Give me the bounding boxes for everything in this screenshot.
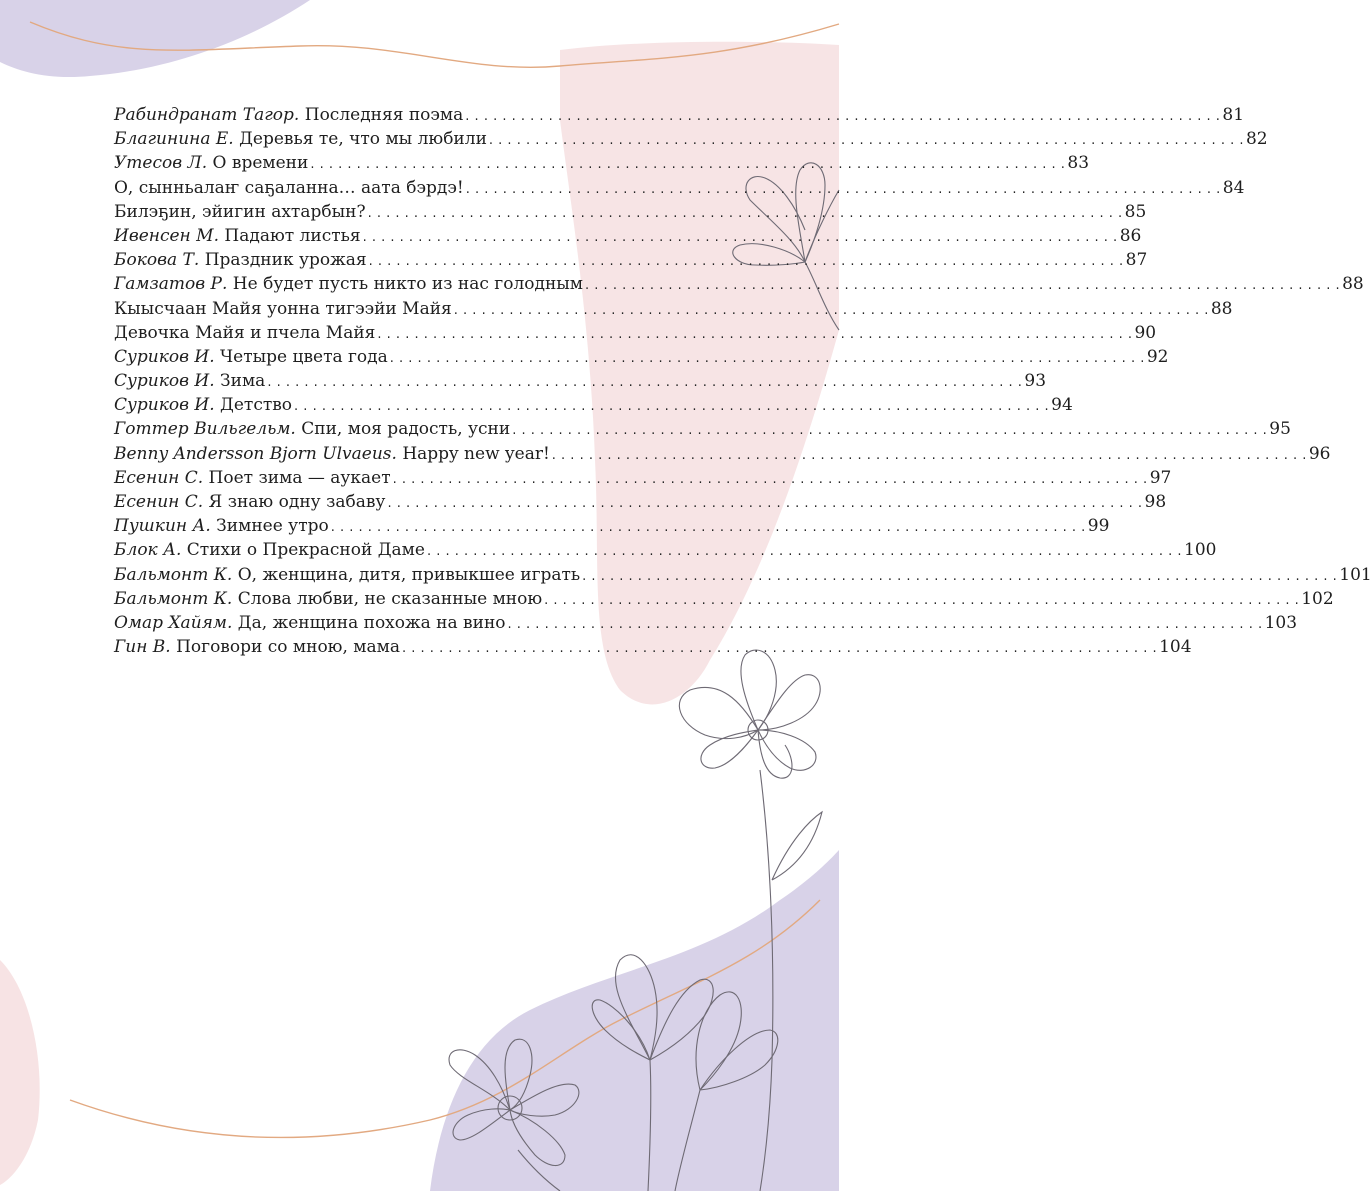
toc-page-number: 82 [1245,129,1268,150]
toc-entry[interactable] [114,272,1364,296]
toc-title: Деревья те, что мы любили [233,129,487,150]
toc-entry-text [114,442,550,466]
toc-page-number: 88 [1210,298,1233,319]
toc-entry-text [114,393,292,417]
dot-leader: . . . . . . . . . . . . . . . . . . . . . . . . . . . . . . . . . . . . . . . . . . . . . . . . . . . . . . . . . . . . . . . . . . . . . . . . . . . . . . . . . . [310,157,1066,173]
toc-entry[interactable] [114,635,1192,659]
dot-leader: . . . . . . . . . . . . . . . . . . . . . . . . . . . . . . . . . . . . . . . . . . . . . . . . . . . . . . . . . . . . . . . . . . . . . . . . . . . . . . . . . . [362,229,1118,245]
dot-leader: . . . . . . . . . . . . . . . . . . . . . . . . . . . . . . . . . . . . . . . . . . . . . . . . . . . . . . . . . . . . . . . . . . . . . . . . . . . . . . . . . . [368,254,1124,270]
toc-entry[interactable] [114,393,1073,417]
toc-author: Пушкин А. [114,516,211,537]
toc-entry-text [114,587,542,611]
toc-author: Блок А. [114,540,182,561]
toc-author: Есенин С. [114,467,204,488]
toc-entry-text [114,176,464,200]
dot-leader: . . . . . . . . . . . . . . . . . . . . . . . . . . . . . . . . . . . . . . . . . . . . . . . . . . . . . . . . . . . . . . . . . . . . . . . . . . . . . . . . . . [367,205,1123,221]
toc-title: О времени [207,153,309,174]
toc-page-number: 86 [1119,225,1142,246]
toc-entry[interactable] [114,611,1298,635]
toc-title: Поет зима — аукает [203,467,391,488]
toc-entry[interactable] [114,466,1172,490]
dot-leader: . . . . . . . . . . . . . . . . . . . . . . . . . . . . . . . . . . . . . . . . . . . . . . . . . . . . . . . . . . . . . . . . . . . . . . . . . . . . . . . . . . [465,109,1221,124]
dot-leader: . . . . . . . . . . . . . . . . . . . . . . . . . . . . . . . . . . . . . . . . . . . . . . . . . . . . . . . . . . . . . . . . . . . . . . . . . . . . . . . . . . [294,399,1050,415]
toc-author: Benny Andersson Bjorn Ulvaeus. [114,443,397,464]
dot-leader: . . . . . . . . . . . . . . . . . . . . . . . . . . . . . . . . . . . . . . . . . . . . . . . . . . . . . . . . . . . . . . . . . . . . . . . . . . . . . . . . . . [512,423,1268,439]
toc-author: Бокова Т. [114,250,200,271]
toc-title: Не будет пусть никто из нас голодным [227,274,584,295]
toc-title: Падают листья [218,225,361,246]
toc-title: Happy new year! [396,443,550,464]
toc-entry-text [114,345,388,369]
dot-leader: . . . . . . . . . . . . . . . . . . . . . . . . . . . . . . . . . . . . . . . . . . . . . . . . . . . . . . . . . . . . . . . . . . . . . . . . . . . . . . . . . . [377,326,1133,342]
toc-entry-text [114,248,367,272]
dot-leader: . . . . . . . . . . . . . . . . . . . . . . . . . . . . . . . . . . . . . . . . . . . . . . . . . . . . . . . . . . . . . . . . . . . . . . . . . . . . . . . . . . [402,641,1158,657]
lavender-blob-bottom [430,850,839,1191]
toc-page-number: 96 [1308,443,1331,464]
toc-author: Суриков И. [114,346,215,367]
toc-entry[interactable] [114,224,1142,248]
toc-title: Зимнее утро [210,516,329,537]
toc-title: Слова любви, не сказанные мною [232,588,543,609]
toc-entry-text [114,635,400,659]
toc-author: Омар Хайям. [114,612,233,633]
toc-entry[interactable] [114,442,1331,466]
toc-entry[interactable] [114,369,1047,393]
toc-entry-text [114,369,265,393]
toc-entry-text [114,200,366,224]
dot-leader: . . . . . . . . . . . . . . . . . . . . . . . . . . . . . . . . . . . . . . . . . . . . . . . . . . . . . . . . . . . . . . . . . . . . . . . . . . . . . . . . . . [426,544,1183,560]
dot-leader: . . . . . . . . . . . . . . . . . . . . . . . . . . . . . . . . . . . . . . . . . . . . . . . . . . . . . . . . . . . . . . . . . . . . . . . . . . . . . . . . . . [507,616,1263,632]
toc-author: Благинина Е. [114,129,234,150]
toc-entry[interactable] [114,321,1157,345]
toc-title: Праздник урожая [199,250,367,271]
toc-entry-text [114,611,506,635]
toc-entry-text [114,151,308,175]
toc-entry[interactable] [114,538,1217,562]
toc-entry-text [114,490,385,514]
toc-entry[interactable] [114,200,1147,224]
toc-page-number: 81 [1222,105,1245,125]
toc-page-number: 95 [1269,419,1291,440]
toc-entry[interactable] [114,417,1291,441]
toc-page-number: 93 [1024,371,1047,392]
toc-title: Спи, моя радость, усни [295,419,511,440]
toc-page-number: 100 [1184,540,1217,561]
toc-title: Зима [214,371,266,392]
toc-entry-text [114,466,391,490]
toc-title: Кыысчаан Майя уонна тигээйи Майя [114,298,452,319]
toc-title: Девочка Майя и пчела Майя [114,322,376,343]
toc-entry-text [114,538,425,562]
toc-page-number: 83 [1067,153,1090,174]
table-of-contents [114,103,1372,659]
toc-entry[interactable] [114,103,1245,127]
toc-title: Я знаю одну забаву [203,492,386,512]
toc-author: Есенин С. [114,492,204,512]
toc-title: О, сынньалаҥ саҕаланна… аата бэрдэ! [114,177,464,198]
toc-author: Суриков И. [114,395,215,416]
toc-title: Четыре цвета года [214,346,388,367]
toc-author: Готтер Вильгельм. [114,419,296,440]
toc-page-number: 84 [1222,177,1245,198]
toc-entry[interactable] [114,345,1169,369]
dot-leader: . . . . . . . . . . . . . . . . . . . . . . . . . . . . . . . . . . . . . . . . . . . . . . . . . . . . . . . . . . . . . . . . . . . . . . . . . . . . . . . . . . [267,375,1023,391]
toc-entry-text [114,417,510,441]
toc-page-number: 85 [1124,201,1147,222]
toc-entry-text [114,514,329,538]
toc-entry[interactable] [114,490,1167,514]
toc-title: Билэҕин, эйигин ахтарбын? [114,201,366,222]
toc-entry[interactable] [114,563,1372,587]
toc-author: Ивенсен М. [114,225,219,246]
toc-title: Последняя поэма [299,105,464,125]
toc-title: О, женщина, дитя, привыкшее играть [232,564,581,585]
toc-entry[interactable] [114,127,1268,151]
toc-author: Бальмонт К. [114,564,233,585]
toc-title: Поговори со мною, мама [170,637,401,658]
dot-leader: . . . . . . . . . . . . . . . . . . . . . . . . . . . . . . . . . . . . . . . . . . . . . . . . . . . . . . . . . . . . . . . . . . . . . . . . . . . . . . . . . . [551,447,1307,463]
toc-entry[interactable] [114,587,1334,611]
toc-page-number: 88 [1342,274,1364,295]
toc-title: Да, женщина похожа на вино [232,612,506,633]
toc-page-number: 103 [1264,612,1298,633]
toc-entry[interactable] [114,176,1245,200]
toc-page-number: 101 [1339,564,1372,585]
toc-title: Стихи о Прекрасной Даме [181,540,425,561]
pink-blob-bottom-left [0,960,40,1185]
toc-author: Рабиндранат Тагор. [114,105,300,125]
toc-title: Детство [214,395,293,416]
toc-page-number: 99 [1087,516,1110,537]
toc-entry[interactable] [114,248,1148,272]
toc-entry[interactable] [114,151,1090,175]
toc-entry-text [114,224,361,248]
toc-page-number: 102 [1301,588,1334,609]
toc-author: Бальмонт К. [114,588,233,609]
toc-page-number: 92 [1146,346,1169,367]
dot-leader: . . . . . . . . . . . . . . . . . . . . . . . . . . . . . . . . . . . . . . . . . . . . . . . . . . . . . . . . . . . . . . . . . . . . . . . . . . . . . . . . . . [453,302,1209,318]
dot-leader: . . . . . . . . . . . . . . . . . . . . . . . . . . . . . . . . . . . . . . . . . . . . . . . . . . . . . . . . . . . . . . . . . . . . . . . . . . . . . . . . . . [330,520,1086,536]
toc-entry-text [114,297,452,321]
toc-page-number: 94 [1051,395,1073,416]
toc-page-number: 87 [1125,250,1148,271]
toc-page-number: 98 [1144,492,1167,512]
dot-leader: . . . . . . . . . . . . . . . . . . . . . . . . . . . . . . . . . . . . . . . . . . . . . . . . . . . . . . . . . . . . . . . . . . . . . . . . . . . . . . . . . . [488,133,1244,149]
toc-page-number: 90 [1134,322,1157,343]
toc-entry-text [114,103,463,127]
dot-leader: . . . . . . . . . . . . . . . . . . . . . . . . . . . . . . . . . . . . . . . . . . . . . . . . . . . . . . . . . . . . . . . . . . . . . . . . . . . . . . . . . . [392,471,1148,487]
toc-entry[interactable] [114,297,1233,321]
dot-leader: . . . . . . . . . . . . . . . . . . . . . . . . . . . . . . . . . . . . . . . . . . . . . . . . . . . . . . . . . . . . . . . . . . . . . . . . . . . . . . . . . . [585,278,1341,294]
toc-author: Гамзатов Р. [114,274,228,295]
toc-page-number: 104 [1159,637,1192,658]
toc-entry-text [114,563,580,587]
dot-leader: . . . . . . . . . . . . . . . . . . . . . . . . . . . . . . . . . . . . . . . . . . . . . . . . . . . . . . . . . . . . . . . . . . . . . . . . . . . . . . . . . . [389,350,1145,366]
toc-page-number: 97 [1149,467,1172,488]
lavender-blob [0,0,310,77]
toc-author: Утесов Л. [114,153,208,174]
toc-author: Гин В. [114,637,171,658]
toc-author: Суриков И. [114,371,215,392]
toc-entry-text [114,321,375,345]
dot-leader: . . . . . . . . . . . . . . . . . . . . . . . . . . . . . . . . . . . . . . . . . . . . . . . . . . . . . . . . . . . . . . . . . . . . . . . . . . . . . . . . . . [544,592,1300,608]
toc-entry-text [114,272,583,296]
dot-leader: . . . . . . . . . . . . . . . . . . . . . . . . . . . . . . . . . . . . . . . . . . . . . . . . . . . . . . . . . . . . . . . . . . . . . . . . . . . . . . . . . . [582,568,1338,584]
toc-entry[interactable] [114,514,1110,538]
dot-leader: . . . . . . . . . . . . . . . . . . . . . . . . . . . . . . . . . . . . . . . . . . . . . . . . . . . . . . . . . . . . . . . . . . . . . . . . . . . . . . . . . . [465,181,1221,197]
dot-leader: . . . . . . . . . . . . . . . . . . . . . . . . . . . . . . . . . . . . . . . . . . . . . . . . . . . . . . . . . . . . . . . . . . . . . . . . . . . . . . . . . . [387,496,1143,511]
toc-entry-text [114,127,487,151]
